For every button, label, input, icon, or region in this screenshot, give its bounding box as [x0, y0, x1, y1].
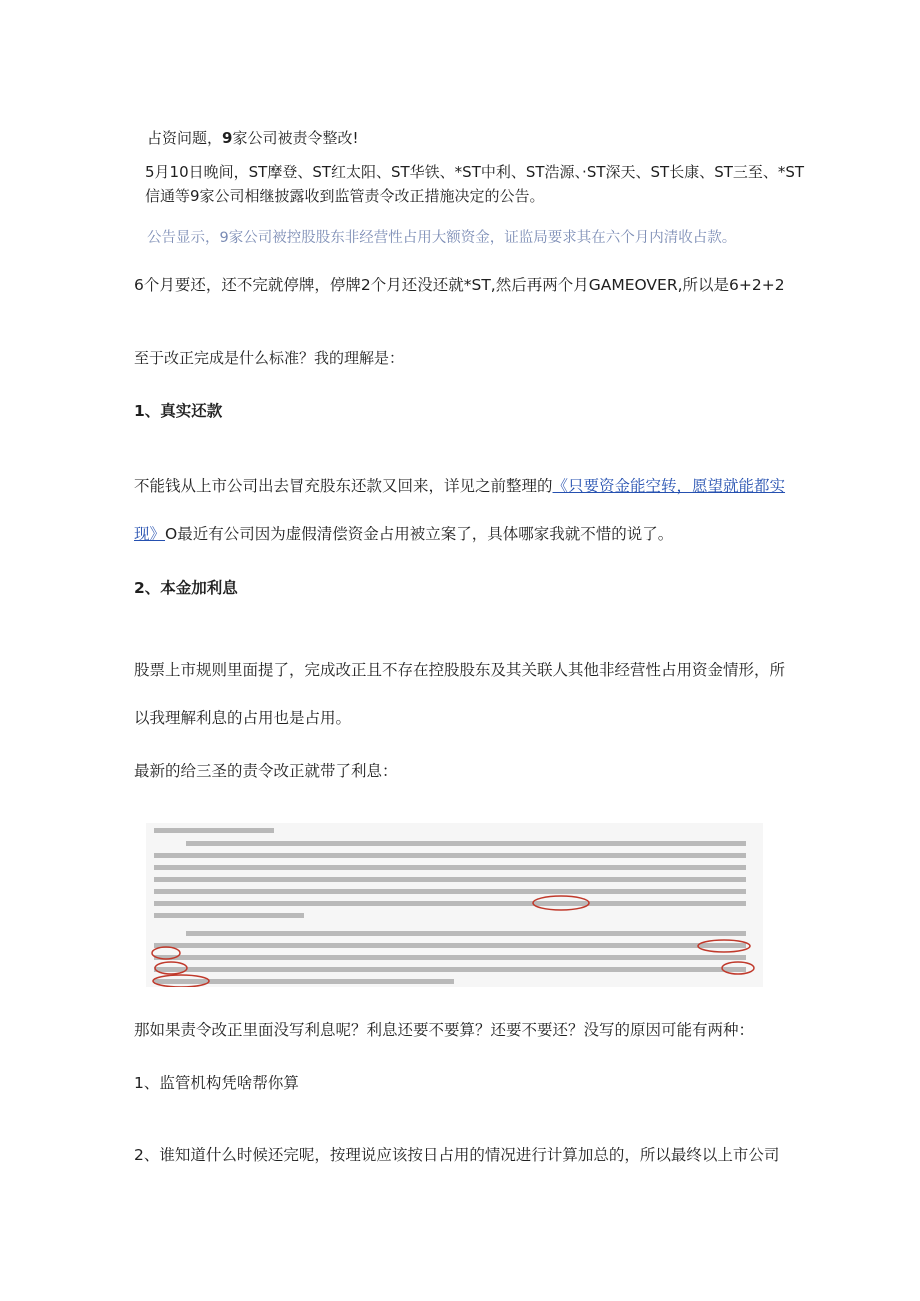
article-link-cont[interactable]: 现》	[134, 525, 166, 543]
quote-paragraph: 公告显示，9家公司被控股股东非经营性占用大额资金，证监局要求其在六个月内清收占款。	[147, 230, 737, 246]
article-link[interactable]: 《只要资金能空转，愿望就能都实	[552, 477, 786, 495]
paragraph-sansheng: 最新的给三圣的责令改正就带了利息：	[134, 762, 398, 780]
section-heading-1: 1、真实还款	[134, 402, 223, 420]
paragraph-repayment-line1: 不能钱从上市公司出去冒充股东还款又回来，详见之前整理的《只要资金能空转，愿望就能都实	[134, 477, 786, 495]
news-paragraph: 5月10日晚间，ST摩登、ST红太阳、ST华铁、*ST中利、ST浩源、·ST深天、ST长康、ST三至、*ST信通等9家公司相继披露收到监管责令改正措施决定的公告。	[145, 163, 805, 205]
paragraph-rules-line2: 以我理解利息的占用也是占用。	[134, 709, 352, 727]
paragraph-repayment-line2: 现》O最近有公司因为虚假清偿资金占用被立案了，具体哪家我就不惜的说了。	[134, 525, 674, 543]
document-screenshot-image	[146, 823, 763, 987]
headline: 占资问题，9家公司被责令整改!	[147, 129, 359, 147]
paragraph-rules-line1: 股票上市规则里面提了，完成改正且不存在控股股东及其关联人其他非经营性占用资金情形，所	[134, 661, 786, 679]
list-item-1: 1、监管机构凭啥帮你算	[134, 1074, 299, 1092]
list-item-2: 2、谁知道什么时候还完呢，按理说应该按日占用的情况进行计算加总的，所以最终以上市公司	[134, 1146, 780, 1164]
paragraph-question: 那如果责令改正里面没写利息呢？利息还要不要算？还要不要还？没写的原因可能有两种：	[134, 1021, 755, 1039]
paragraph-standard: 至于改正完成是什么标准？我的理解是：	[134, 349, 405, 367]
paragraph-timeline: 6个月要还，还不完就停牌，停牌2个月还没还就*ST,然后再两个月GAMEOVER,所以是6+2+2	[134, 276, 785, 294]
section-heading-2: 2、本金加利息	[134, 579, 238, 597]
